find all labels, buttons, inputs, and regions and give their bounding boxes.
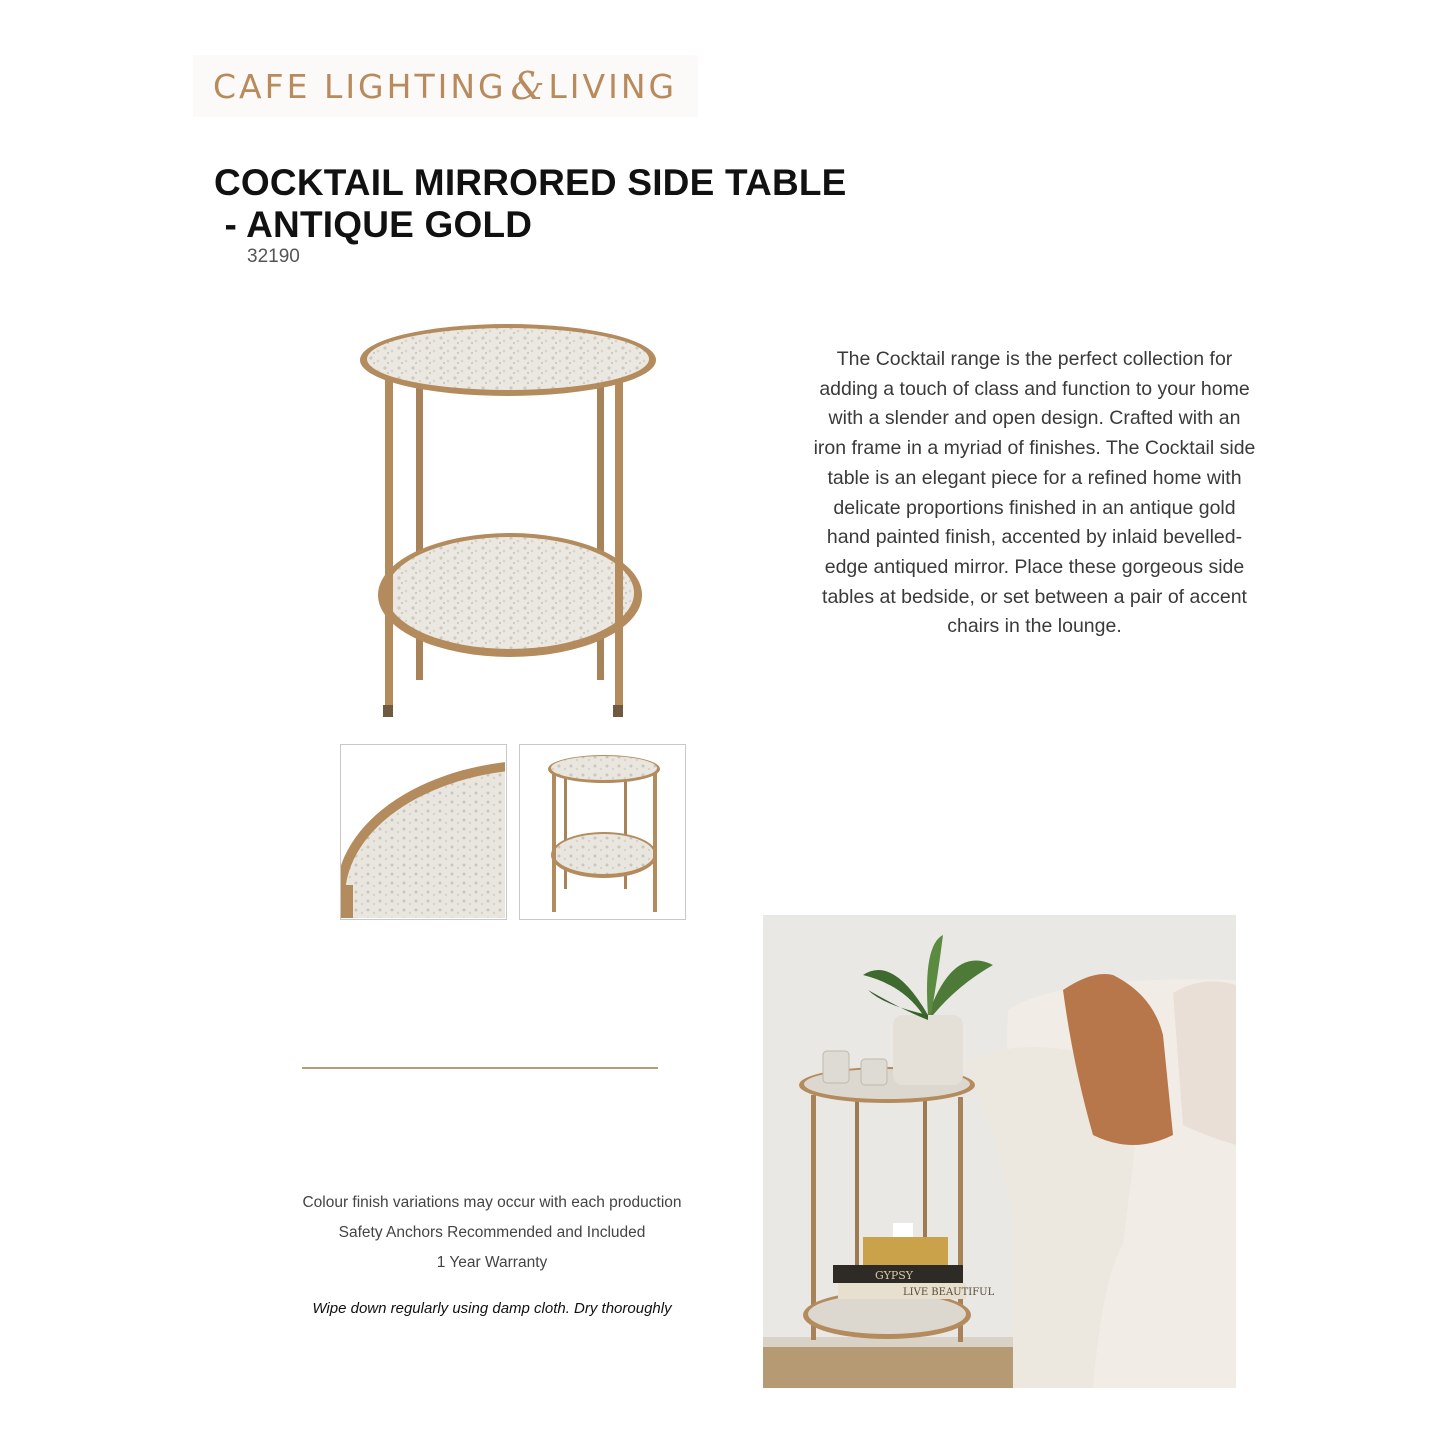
title-line-1: COCKTAIL MIRRORED SIDE TABLE <box>214 162 847 203</box>
brand-logo <box>213 66 677 106</box>
title-line-2: - ANTIQUE GOLD <box>214 204 533 245</box>
book-title-gypsy: GYPSY <box>875 1269 914 1282</box>
lifestyle-image <box>763 915 1236 1388</box>
page-title <box>214 162 847 246</box>
thumbnail-closeup-image <box>341 745 505 918</box>
product-sku: 32190 <box>247 246 300 267</box>
thumbnail-mirror-closeup[interactable] <box>340 744 507 920</box>
thumbnail-table-image <box>520 745 684 918</box>
note-safety-anchors: Safety Anchors Recommended and Included <box>338 1224 646 1241</box>
brand-name-left: CAFE LIGHTING <box>213 66 507 106</box>
brand-ampersand: & <box>510 64 545 108</box>
divider-line <box>302 1067 658 1069</box>
brand-name-right: LIVING <box>548 66 678 106</box>
main-product-image <box>340 315 680 725</box>
note-colour-variation: Colour finish variations may occur with each production <box>302 1194 682 1211</box>
product-description: The Cocktail range is the perfect collection for adding a touch of class and function to your home with a slender and open design. Crafted with an iron frame in a myriad of finishes. The Cocktail side table is an elegant piece for a refined home with delicate proportions finished in an antique gold hand painted finish, accented by inlaid bevelled-edge antiqued mirror. Place these gorgeous side tables at bedside, or set between a pair of accent chairs in the lounge. <box>813 348 1256 638</box>
care-instructions: Wipe down regularly using damp cloth. Dry thoroughly <box>312 1300 672 1317</box>
note-warranty: 1 Year Warranty <box>436 1254 548 1271</box>
book-title-live-beautiful: LIVE BEAUTIFUL <box>903 1287 995 1298</box>
thumbnail-full-table[interactable] <box>519 744 686 920</box>
product-notes <box>262 1188 722 1278</box>
